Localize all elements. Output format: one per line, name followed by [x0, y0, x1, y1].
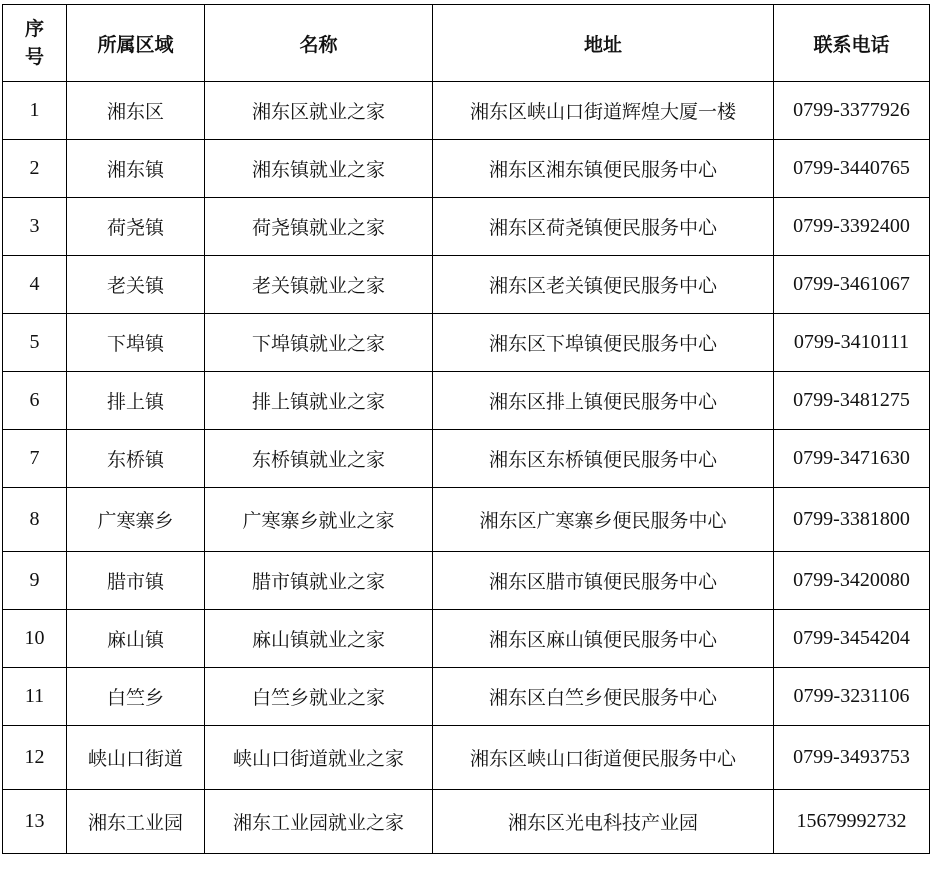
table-body — [3, 82, 930, 854]
cell-seq: 13 — [3, 790, 67, 854]
cell-seq: 4 — [3, 256, 67, 314]
cell-name: 东桥镇就业之家 — [205, 430, 433, 488]
table-row — [3, 430, 930, 488]
table-row — [3, 314, 930, 372]
cell-name: 排上镇就业之家 — [205, 372, 433, 430]
cell-phone: 0799-3461067 — [774, 256, 930, 314]
cell-area: 老关镇 — [67, 256, 205, 314]
cell-address: 湘东区麻山镇便民服务中心 — [433, 610, 774, 668]
cell-address: 湘东区峡山口街道辉煌大厦一楼 — [433, 82, 774, 140]
table-row — [3, 488, 930, 552]
table-row — [3, 552, 930, 610]
cell-seq: 3 — [3, 198, 67, 256]
cell-address: 湘东区光电科技产业园 — [433, 790, 774, 854]
cell-address: 湘东区湘东镇便民服务中心 — [433, 140, 774, 198]
cell-phone: 0799-3481275 — [774, 372, 930, 430]
cell-phone: 0799-3420080 — [774, 552, 930, 610]
cell-name: 下埠镇就业之家 — [205, 314, 433, 372]
cell-seq: 2 — [3, 140, 67, 198]
cell-name: 湘东区就业之家 — [205, 82, 433, 140]
table-row — [3, 790, 930, 854]
cell-area: 湘东工业园 — [67, 790, 205, 854]
cell-area: 东桥镇 — [67, 430, 205, 488]
employment-office-table — [2, 4, 930, 854]
cell-phone: 0799-3493753 — [774, 726, 930, 790]
cell-area: 腊市镇 — [67, 552, 205, 610]
table-row — [3, 726, 930, 790]
cell-name: 峡山口街道就业之家 — [205, 726, 433, 790]
cell-area: 湘东区 — [67, 82, 205, 140]
cell-phone: 0799-3381800 — [774, 488, 930, 552]
cell-phone: 0799-3231106 — [774, 668, 930, 726]
cell-phone: 0799-3410111 — [774, 314, 930, 372]
header-phone: 联系电话 — [774, 5, 930, 82]
cell-phone: 0799-3471630 — [774, 430, 930, 488]
cell-area: 广寒寨乡 — [67, 488, 205, 552]
cell-name: 荷尧镇就业之家 — [205, 198, 433, 256]
cell-address: 湘东区白竺乡便民服务中心 — [433, 668, 774, 726]
cell-seq: 5 — [3, 314, 67, 372]
cell-seq: 10 — [3, 610, 67, 668]
cell-seq: 1 — [3, 82, 67, 140]
cell-seq: 7 — [3, 430, 67, 488]
cell-phone: 15679992732 — [774, 790, 930, 854]
cell-phone: 0799-3440765 — [774, 140, 930, 198]
cell-name: 湘东镇就业之家 — [205, 140, 433, 198]
table-row — [3, 668, 930, 726]
header-area: 所属区域 — [67, 5, 205, 82]
cell-area: 荷尧镇 — [67, 198, 205, 256]
cell-name: 腊市镇就业之家 — [205, 552, 433, 610]
cell-seq: 8 — [3, 488, 67, 552]
cell-seq: 12 — [3, 726, 67, 790]
employment-office-table-wrapper — [2, 4, 930, 854]
cell-name: 白竺乡就业之家 — [205, 668, 433, 726]
cell-address: 湘东区荷尧镇便民服务中心 — [433, 198, 774, 256]
cell-address: 湘东区老关镇便民服务中心 — [433, 256, 774, 314]
cell-name: 广寒寨乡就业之家 — [205, 488, 433, 552]
cell-address: 湘东区排上镇便民服务中心 — [433, 372, 774, 430]
cell-address: 湘东区东桥镇便民服务中心 — [433, 430, 774, 488]
cell-area: 白竺乡 — [67, 668, 205, 726]
cell-name: 湘东工业园就业之家 — [205, 790, 433, 854]
table-row — [3, 82, 930, 140]
cell-address: 湘东区峡山口街道便民服务中心 — [433, 726, 774, 790]
cell-name: 麻山镇就业之家 — [205, 610, 433, 668]
cell-address: 湘东区腊市镇便民服务中心 — [433, 552, 774, 610]
cell-area: 麻山镇 — [67, 610, 205, 668]
table-row — [3, 140, 930, 198]
table-row — [3, 198, 930, 256]
cell-area: 排上镇 — [67, 372, 205, 430]
cell-seq: 11 — [3, 668, 67, 726]
cell-seq: 6 — [3, 372, 67, 430]
header-address: 地址 — [433, 5, 774, 82]
cell-phone: 0799-3392400 — [774, 198, 930, 256]
header-seq: 序号 — [3, 5, 67, 82]
cell-area: 峡山口街道 — [67, 726, 205, 790]
cell-address: 湘东区广寒寨乡便民服务中心 — [433, 488, 774, 552]
cell-phone: 0799-3454204 — [774, 610, 930, 668]
cell-seq: 9 — [3, 552, 67, 610]
cell-address: 湘东区下埠镇便民服务中心 — [433, 314, 774, 372]
cell-area: 湘东镇 — [67, 140, 205, 198]
table-row — [3, 256, 930, 314]
cell-area: 下埠镇 — [67, 314, 205, 372]
table-header-row — [3, 5, 930, 82]
table-row — [3, 610, 930, 668]
cell-phone: 0799-3377926 — [774, 82, 930, 140]
cell-name: 老关镇就业之家 — [205, 256, 433, 314]
table-row — [3, 372, 930, 430]
header-name: 名称 — [205, 5, 433, 82]
